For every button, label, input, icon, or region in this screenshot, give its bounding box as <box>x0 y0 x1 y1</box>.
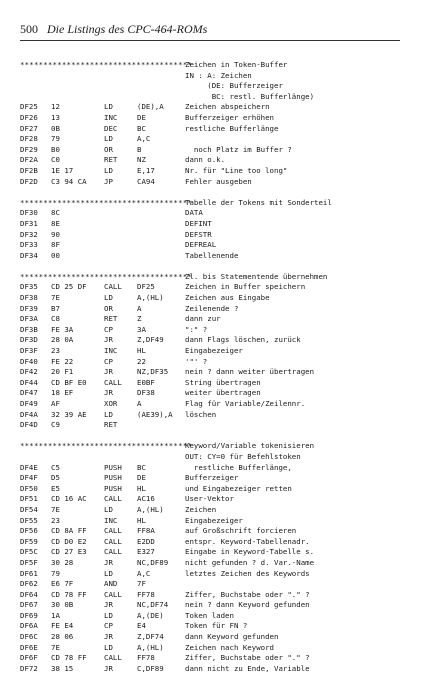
operand: (AE39),A <box>137 409 173 419</box>
operand: AC16 <box>137 494 155 504</box>
comment: dann Flags löschen, zurück <box>185 335 301 345</box>
code-line <box>20 208 410 219</box>
comment: Eingabezeiger <box>185 515 243 525</box>
operand: BC <box>137 462 146 472</box>
code-line <box>20 346 410 357</box>
comment: DEFSTR <box>185 229 212 239</box>
address: DF50 <box>20 483 38 493</box>
comment: dann o.k. <box>185 155 226 165</box>
separator-stars: ************************************* <box>20 197 193 207</box>
address: DF4E <box>20 462 38 472</box>
operand: A,(HL) <box>137 293 164 303</box>
comment: Token für FN ? <box>185 621 248 631</box>
address: DF72 <box>20 663 38 673</box>
opcode-bytes: 28 0A <box>51 335 74 345</box>
code-line <box>20 367 410 378</box>
operand: (DE),A <box>137 102 164 112</box>
operand: 22 <box>137 356 146 366</box>
mnemonic: LD <box>104 102 113 112</box>
code-line <box>20 579 410 590</box>
address: DF4A <box>20 409 38 419</box>
address: DF3F <box>20 346 38 356</box>
operand: NZ <box>137 155 146 165</box>
mnemonic: INC <box>104 515 118 525</box>
code-line <box>20 230 410 241</box>
opcode-bytes: C0 <box>51 155 60 165</box>
block-heading: OUT: CY=0 für Befehlstoken <box>185 451 301 461</box>
address: DF3B <box>20 324 38 334</box>
comment: nicht gefunden ? d. Var.-Name <box>185 557 315 567</box>
opcode-bytes: 8C <box>51 208 60 218</box>
code-line <box>20 664 410 674</box>
comment: restliche Bufferlänge <box>185 123 279 133</box>
address: DF2A <box>20 155 38 165</box>
operand: 7F <box>137 579 146 589</box>
block-heading: Keyword/Variable tokenisieren <box>185 441 315 451</box>
address: DF39 <box>20 303 38 313</box>
opcode-bytes: 30 0B <box>51 600 74 610</box>
code-line <box>20 410 410 421</box>
opcode-bytes: 12 <box>51 102 60 112</box>
address: DF64 <box>20 589 38 599</box>
code-line <box>20 558 410 569</box>
operand: A,(HL) <box>137 642 164 652</box>
mnemonic: JR <box>104 557 113 567</box>
code-line <box>20 177 410 188</box>
address: DF25 <box>20 102 38 112</box>
code-line <box>20 463 410 474</box>
block-gap <box>20 431 410 442</box>
code-line <box>20 335 410 346</box>
comment: Zeichen <box>185 504 217 514</box>
opcode-bytes: CD 78 FF <box>51 589 87 599</box>
comment: Bufferzeiger erhöhen <box>185 112 274 122</box>
opcode-bytes: 90 <box>51 229 60 239</box>
opcode-bytes: C5 <box>51 462 60 472</box>
mnemonic: AND <box>104 579 118 589</box>
opcode-bytes: 7E <box>51 504 60 514</box>
address: DF26 <box>20 112 38 122</box>
code-line <box>20 293 410 304</box>
operand: HL <box>137 346 146 356</box>
opcode-bytes: 23 <box>51 346 60 356</box>
comment: noch Platz im Buffer ? <box>185 144 292 154</box>
mnemonic: LD <box>104 409 113 419</box>
operand: NC,DF89 <box>137 557 169 567</box>
block-heading: (DE: Bufferzeiger <box>185 81 283 91</box>
operand: DF25 <box>137 282 155 292</box>
comment: DEFREAL <box>185 240 217 250</box>
opcode-bytes: B7 <box>51 303 60 313</box>
code-line <box>20 632 410 643</box>
opcode-bytes: CD 16 AC <box>51 494 87 504</box>
opcode-bytes: CD 78 FF <box>51 653 87 663</box>
mnemonic: CP <box>104 324 113 334</box>
comment: Zeichen nach Keyword <box>185 642 274 652</box>
comment: Ziffer, Buchstabe oder "." ? <box>185 589 310 599</box>
opcode-bytes: 32 39 AE <box>51 409 87 419</box>
comment: DATA <box>185 208 203 218</box>
address: DF3A <box>20 314 38 324</box>
block-header-line <box>20 452 410 463</box>
opcode-bytes: B0 <box>51 144 60 154</box>
mnemonic: CALL <box>104 536 122 546</box>
comment: auf Großschrift forcieren <box>185 526 297 536</box>
opcode-bytes: 23 <box>51 515 60 525</box>
code-line <box>20 219 410 230</box>
address: DF49 <box>20 399 38 408</box>
mnemonic: CP <box>104 356 113 366</box>
mnemonic: LD <box>104 642 113 652</box>
comment: restliche Bufferlänge, <box>185 462 292 472</box>
block-header-line <box>20 441 410 452</box>
assembly-listing <box>20 60 410 674</box>
operand: CA94 <box>137 176 155 186</box>
address: DF42 <box>20 367 38 377</box>
mnemonic: INC <box>104 112 118 122</box>
operand: E2DD <box>137 536 155 546</box>
separator-stars: ************************************* <box>20 441 193 451</box>
operand: C,DF89 <box>137 663 164 673</box>
address: DF28 <box>20 134 38 144</box>
code-line <box>20 124 410 135</box>
mnemonic: LD <box>104 165 113 175</box>
opcode-bytes: CD 8A FF <box>51 526 87 536</box>
comment: Nr. für "Line too long" <box>185 165 288 175</box>
operand: E0BF <box>137 377 155 387</box>
comment: Zeichen aus Eingabe <box>185 293 270 303</box>
mnemonic: JR <box>104 600 113 610</box>
code-line <box>20 473 410 484</box>
operand: DF38 <box>137 388 155 398</box>
code-line <box>20 653 410 664</box>
opcode-bytes: FE 22 <box>51 356 74 366</box>
comment: entspr. Keyword-Tabellenadr. <box>185 536 310 546</box>
opcode-bytes: 7E <box>51 293 60 303</box>
code-line <box>20 505 410 516</box>
code-line <box>20 420 410 431</box>
comment: '"' ? <box>185 356 208 366</box>
code-line <box>20 516 410 527</box>
code-line <box>20 611 410 622</box>
mnemonic: LD <box>104 504 113 514</box>
operand: FF78 <box>137 589 155 599</box>
code-line <box>20 166 410 177</box>
opcode-bytes: CD 27 E3 <box>51 547 87 557</box>
opcode-bytes: CD 25 DF <box>51 282 87 292</box>
opcode-bytes: AF <box>51 399 60 408</box>
address: DF3D <box>20 335 38 345</box>
code-line <box>20 134 410 145</box>
mnemonic: PUSH <box>104 462 122 472</box>
operand: A <box>137 303 142 313</box>
code-line <box>20 102 410 113</box>
code-line <box>20 388 410 399</box>
opcode-bytes: 30 28 <box>51 557 74 567</box>
address: DF6A <box>20 621 38 631</box>
mnemonic: RET <box>104 314 118 324</box>
operand: HL <box>137 515 146 525</box>
operand: A,C <box>137 568 151 578</box>
block-gap <box>20 187 410 198</box>
header-rule <box>20 40 400 41</box>
comment: Eingabezeiger <box>185 346 243 356</box>
comment: dann Keyword gefunden <box>185 632 279 642</box>
block-heading: Tabelle der Tokens mit Sonderteil <box>185 197 332 207</box>
opcode-bytes: E6 7F <box>51 579 74 589</box>
opcode-bytes: CD D0 E2 <box>51 536 87 546</box>
block-header-line <box>20 71 410 82</box>
operand: BC <box>137 123 146 133</box>
address: DF6C <box>20 632 38 642</box>
mnemonic: OR <box>104 303 113 313</box>
block-header-line <box>20 60 410 71</box>
mnemonic: DEC <box>104 123 118 133</box>
block-heading: Zl. bis Statementende übernehmen <box>185 271 328 281</box>
code-line <box>20 399 410 410</box>
code-line <box>20 155 410 166</box>
comment: Ziffer, Buchstabe oder "." ? <box>185 653 310 663</box>
opcode-bytes: 7E <box>51 642 60 652</box>
opcode-bytes: D5 <box>51 473 60 483</box>
mnemonic: INC <box>104 346 118 356</box>
mnemonic: LD <box>104 610 113 620</box>
code-line <box>20 325 410 336</box>
operand: DE <box>137 473 146 483</box>
code-line <box>20 240 410 251</box>
mnemonic: CALL <box>104 526 122 536</box>
opcode-bytes: C3 94 CA <box>51 176 87 186</box>
operand: DE <box>137 112 146 122</box>
address: DF27 <box>20 123 38 133</box>
separator-stars: ************************************* <box>20 271 193 281</box>
opcode-bytes: 20 F1 <box>51 367 74 377</box>
opcode-bytes: FE E4 <box>51 621 74 631</box>
block-header-line <box>20 272 410 283</box>
opcode-bytes: C9 <box>51 420 60 430</box>
mnemonic: LD <box>104 134 113 144</box>
mnemonic: CALL <box>104 589 122 599</box>
comment: löschen <box>185 409 217 419</box>
page-header <box>20 22 400 38</box>
operand: E,17 <box>137 165 155 175</box>
comment: Zeichen abspeichern <box>185 102 270 112</box>
opcode-bytes: 8F <box>51 240 60 250</box>
code-line <box>20 600 410 611</box>
code-line <box>20 621 410 632</box>
operand: B <box>137 144 142 154</box>
address: DF30 <box>20 208 38 218</box>
mnemonic: JR <box>104 632 113 642</box>
code-line <box>20 304 410 315</box>
operand: A,(DE) <box>137 610 164 620</box>
comment: dann zur <box>185 314 221 324</box>
operand: A,C <box>137 134 151 144</box>
block-heading: Zeichen in Token-Buffer <box>185 60 288 69</box>
address: DF2B <box>20 165 38 175</box>
code-line <box>20 357 410 368</box>
mnemonic: JR <box>104 388 113 398</box>
code-line <box>20 378 410 389</box>
opcode-bytes: 79 <box>51 568 60 578</box>
mnemonic: RET <box>104 155 118 165</box>
address: DF6E <box>20 642 38 652</box>
address: DF32 <box>20 229 38 239</box>
mnemonic: LD <box>104 568 113 578</box>
opcode-bytes: 1E 17 <box>51 165 74 175</box>
comment: ":" ? <box>185 324 208 334</box>
code-line <box>20 494 410 505</box>
address: DF61 <box>20 568 38 578</box>
address: DF47 <box>20 388 38 398</box>
address: DF54 <box>20 504 38 514</box>
address: DF6F <box>20 653 38 663</box>
opcode-bytes: 28 06 <box>51 632 74 642</box>
mnemonic: CALL <box>104 547 122 557</box>
mnemonic: PUSH <box>104 473 122 483</box>
address: DF69 <box>20 610 38 620</box>
block-heading: IN : A: Zeichen <box>185 70 252 80</box>
comment: nein ? dann Keyword gefunden <box>185 600 310 610</box>
mnemonic: CALL <box>104 494 122 504</box>
code-line <box>20 251 410 262</box>
code-line <box>20 145 410 156</box>
mnemonic: CALL <box>104 282 122 292</box>
comment: dann nicht zu Ende, Variable <box>185 663 310 673</box>
comment: nein ? dann weiter übertragen <box>185 367 315 377</box>
address: DF51 <box>20 494 38 504</box>
opcode-bytes: CD BF E0 <box>51 377 87 387</box>
opcode-bytes: 1A <box>51 610 60 620</box>
opcode-bytes: C8 <box>51 314 60 324</box>
address: DF31 <box>20 218 38 228</box>
mnemonic: JR <box>104 663 113 673</box>
opcode-bytes: E5 <box>51 483 60 493</box>
comment: Token laden <box>185 610 234 620</box>
address: DF5C <box>20 547 38 557</box>
mnemonic: JR <box>104 367 113 377</box>
address: DF38 <box>20 293 38 303</box>
page-number: 500 <box>20 22 38 36</box>
address: DF44 <box>20 377 38 387</box>
comment: Fehler ausgeben <box>185 176 252 186</box>
operand: Z,DF49 <box>137 335 164 345</box>
block-header-line <box>20 92 410 103</box>
comment: Bufferzeiger <box>185 473 239 483</box>
operand: Z <box>137 314 142 324</box>
page-title: Die Listings des CPC-464-ROMs <box>47 22 208 36</box>
operand: NC,DF74 <box>137 600 169 610</box>
operand: 3A <box>137 324 146 334</box>
opcode-bytes: 38 15 <box>51 663 74 673</box>
mnemonic: CALL <box>104 653 122 663</box>
opcode-bytes: 79 <box>51 134 60 144</box>
mnemonic: XOR <box>104 399 118 408</box>
comment: Flag für Variable/Zeilennr. <box>185 399 306 408</box>
code-line <box>20 314 410 325</box>
comment: und Eingabezeiger retten <box>185 483 292 493</box>
code-line <box>20 113 410 124</box>
block-gap <box>20 261 410 272</box>
operand: E327 <box>137 547 155 557</box>
opcode-bytes: 8E <box>51 218 60 228</box>
operand: FF8A <box>137 526 155 536</box>
opcode-bytes: 13 <box>51 112 60 122</box>
comment: User-Vektor <box>185 494 234 504</box>
operand: A,(HL) <box>137 504 164 514</box>
mnemonic: OR <box>104 144 113 154</box>
mnemonic: CP <box>104 621 113 631</box>
comment: Zeilenende ? <box>185 303 239 313</box>
mnemonic: CALL <box>104 377 122 387</box>
address: DF35 <box>20 282 38 292</box>
mnemonic: PUSH <box>104 483 122 493</box>
operand: A <box>137 399 142 408</box>
operand: Z,DF74 <box>137 632 164 642</box>
address: DF34 <box>20 250 38 260</box>
operand: FF78 <box>137 653 155 663</box>
mnemonic: LD <box>104 293 113 303</box>
operand: NZ,DF35 <box>137 367 169 377</box>
opcode-bytes: 00 <box>51 250 60 260</box>
address: DF62 <box>20 579 38 589</box>
opcode-bytes: 18 EF <box>51 388 74 398</box>
address: DF4F <box>20 473 38 483</box>
code-line <box>20 282 410 293</box>
comment: String übertragen <box>185 377 261 387</box>
block-header-line <box>20 81 410 92</box>
address: DF67 <box>20 600 38 610</box>
address: DF55 <box>20 515 38 525</box>
code-line <box>20 569 410 580</box>
comment: DEFINT <box>185 218 212 228</box>
address: DF4D <box>20 420 38 430</box>
block-heading: BC: restl. Bufferlänge) <box>185 91 315 101</box>
separator-stars: ************************************* <box>20 60 193 69</box>
comment: weiter übertragen <box>185 388 261 398</box>
comment: Zeichen in Buffer speichern <box>185 282 306 292</box>
operand: HL <box>137 483 146 493</box>
code-line <box>20 526 410 537</box>
operand: E4 <box>137 621 146 631</box>
mnemonic: JR <box>104 335 113 345</box>
address: DF2D <box>20 176 38 186</box>
block-header-line <box>20 198 410 209</box>
opcode-bytes: 0B <box>51 123 60 133</box>
address: DF5F <box>20 557 38 567</box>
comment: Eingabe in Keyword-Tabelle s. <box>185 547 315 557</box>
code-line <box>20 547 410 558</box>
address: DF59 <box>20 536 38 546</box>
code-line <box>20 484 410 495</box>
address: DF40 <box>20 356 38 366</box>
address: DF33 <box>20 240 38 250</box>
code-line <box>20 537 410 548</box>
comment: Tabellenende <box>185 250 239 260</box>
address: DF29 <box>20 144 38 154</box>
mnemonic: JP <box>104 176 113 186</box>
comment: letztes Zeichen des Keywords <box>185 568 310 578</box>
opcode-bytes: FE 3A <box>51 324 74 334</box>
address: DF56 <box>20 526 38 536</box>
code-line <box>20 643 410 654</box>
mnemonic: RET <box>104 420 118 430</box>
